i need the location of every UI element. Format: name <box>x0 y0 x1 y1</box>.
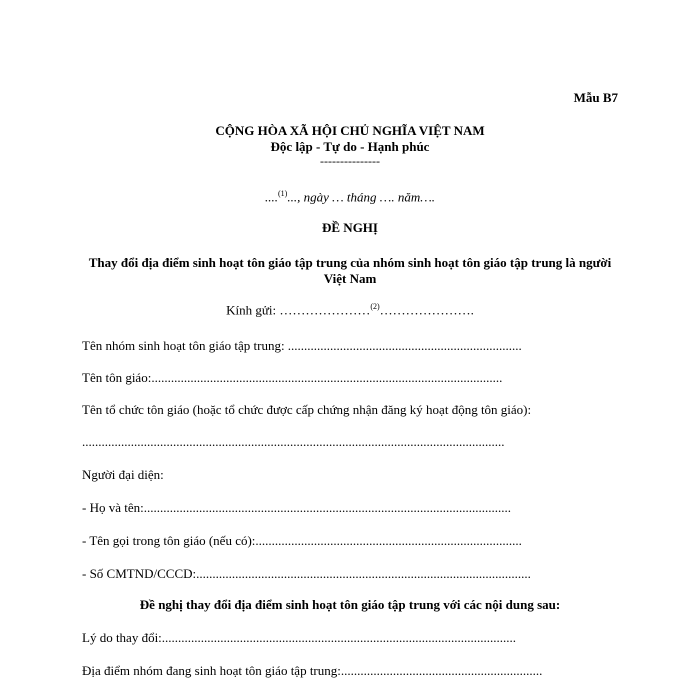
form-code: Mẫu B7 <box>573 90 618 105</box>
footnote-ref-2: (2) <box>370 302 380 311</box>
footnote-ref-1: (1) <box>277 189 288 198</box>
field-group-name: Tên nhóm sinh hoạt tôn giáo tập trung: ........................................................................ <box>82 338 522 353</box>
field-religious-organization: Tên tổ chức tôn giáo (hoặc tổ chức được cấp chứng nhận đăng ký hoạt động tôn giáo): <box>82 402 532 417</box>
field-current-location: Địa điểm nhóm đang sinh hoạt tôn giáo tập trung:.............................................................. <box>82 663 543 678</box>
document-title: ĐỀ NGHỊ <box>322 220 378 235</box>
field-full-name: - Họ và tên:................................................................................................................. <box>82 500 511 515</box>
header-rule: --------------- <box>320 154 380 168</box>
recipient-line <box>0 302 700 318</box>
field-religion-name: Tên tôn giáo:............................................................................................................ <box>82 370 503 385</box>
dateline-text: ..., ngày … tháng …. năm…. <box>287 189 436 205</box>
dateline-prefix: .... <box>264 189 278 205</box>
national-name: CỘNG HÒA XÃ HỘI CHỦ NGHĨA VIỆT NAM <box>215 123 485 138</box>
field-religious-name: - Tên gọi trong tôn giáo (nếu có):.................................................................................. <box>82 533 522 548</box>
recipient-rest: …………………. <box>379 302 474 318</box>
recipient-label: Kính gửi: ………………… <box>226 302 371 318</box>
field-religious-organization-blank: .................................................................................................................................. <box>82 434 505 449</box>
field-change-reason: Lý do thay đổi:............................................................................................................. <box>82 630 517 645</box>
field-id-number: - Số CMTND/CCCD:....................................................................................................... <box>82 566 531 581</box>
document-subtitle: Thay đổi địa điểm sinh hoạt tôn giáo tập trung của nhóm sinh hoạt tôn giáo tập trung là người Việt Nam <box>88 255 612 286</box>
section-title: Đề nghị thay đổi địa điểm sinh hoạt tôn giáo tập trung với các nội dung sau: <box>139 597 561 612</box>
field-representative-heading: Người đại diện: <box>82 467 164 482</box>
dateline <box>0 189 700 205</box>
national-motto: Độc lập - Tự do - Hạnh phúc <box>270 139 430 154</box>
